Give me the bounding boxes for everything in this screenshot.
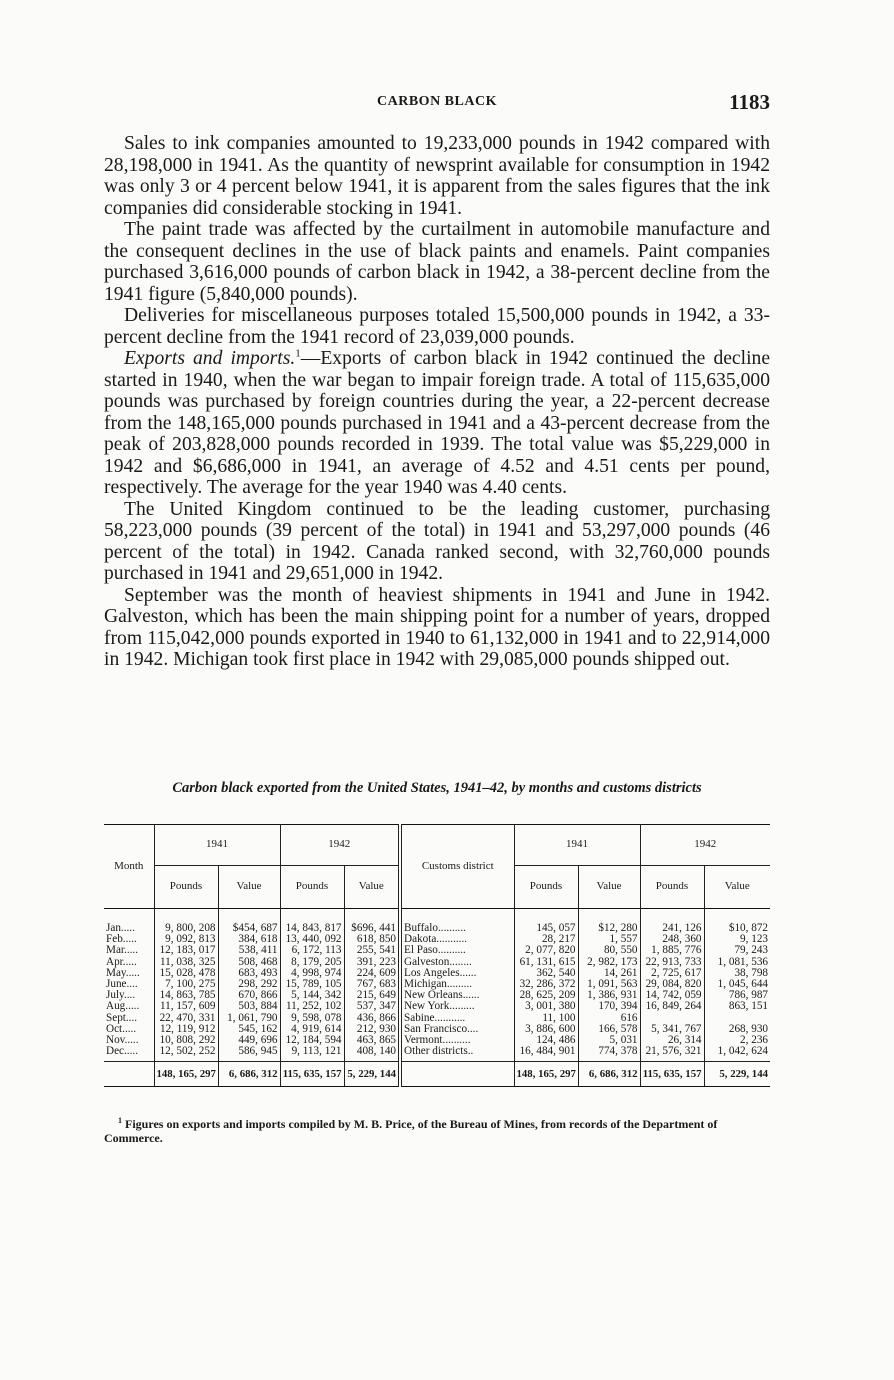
value-cell: 863, 151: [704, 1001, 770, 1012]
value-cell: 298, 292: [218, 979, 280, 990]
value-cell: 616: [578, 1013, 640, 1024]
value-cell: 545, 162: [218, 1024, 280, 1035]
value-cell: 508, 468: [218, 957, 280, 968]
paragraph-customers: The United Kingdom continued to be the leading customer, purchasing 58,223,000 pounds (39 percent of the total) in 1941 and 53,297,000 pounds (46 percent of the total) in 1942. Canada ranked second, with 32,760,000 pounds purchased in 1941 and 29,651,000 in 1942.: [104, 498, 770, 584]
exports-text: —Exports of carbon black in 1942 continued the decline started in 1940, when the war began to impair foreign trade. A total of 115,635,000 pounds was purchased by foreign countries during the year, a 22-percent decrease from the 148,165,000 pounds purchased in 1941 and a 43-percent decrease from the peak of 203,828,000 pounds recorded in 1939. The total value was $5,229,000 in 1942 and $6,686,000 in 1941, an average of 4.52 and 4.51 cents per pound, respectively. The average for the year 1940 was 4.40 cents.: [104, 348, 771, 498]
value-cell: 767, 683: [344, 979, 400, 990]
pounds-cell: 6, 172, 113: [280, 945, 344, 956]
table-row: [104, 979, 770, 990]
total-label-cell: [400, 1062, 514, 1087]
value-cell: 5, 031: [578, 1035, 640, 1046]
pounds-cell: 61, 131, 615: [514, 957, 578, 968]
pounds-cell: 8, 179, 205: [280, 957, 344, 968]
value-cell: 255, 541: [344, 945, 400, 956]
pounds-cell: 22, 470, 331: [154, 1013, 218, 1024]
district-cell: San Francisco....: [400, 1024, 514, 1035]
value-header: Value: [704, 866, 770, 909]
value-cell: 1, 042, 624: [704, 1046, 770, 1062]
pounds-cell: 28, 625, 209: [514, 990, 578, 1001]
value-cell: 215, 649: [344, 990, 400, 1001]
value-cell: [704, 1013, 770, 1024]
district-cell: New Orleans......: [400, 990, 514, 1001]
district-cell: Sabine...........: [400, 1013, 514, 1024]
pounds-cell: 16, 484, 901: [514, 1046, 578, 1062]
table-row: [104, 909, 770, 935]
pounds-cell: 241, 126: [640, 909, 704, 935]
footnote: [104, 1118, 770, 1145]
district-cell: El Paso..........: [400, 945, 514, 956]
pounds-cell: 5, 144, 342: [280, 990, 344, 1001]
paragraph-exports: [104, 348, 770, 499]
pounds-cell: 3, 001, 380: [514, 1001, 578, 1012]
value-cell: 2, 982, 173: [578, 957, 640, 968]
exports-table: [104, 824, 770, 1087]
value-cell: 436, 866: [344, 1013, 400, 1024]
pounds-cell: 11, 157, 609: [154, 1001, 218, 1012]
pounds-cell: 12, 502, 252: [154, 1046, 218, 1062]
value-cell: 212, 930: [344, 1024, 400, 1035]
pounds-cell: 14, 863, 785: [154, 990, 218, 1001]
month-cell: May.....: [106, 967, 140, 979]
total-label-cell: [104, 1062, 154, 1087]
month-cell: Apr.....: [106, 956, 137, 968]
paragraph-miscellaneous: Deliveries for miscellaneous purposes totaled 15,500,000 pounds in 1942, a 33-percent decline from the 1941 record of 23,039,000 pounds.: [104, 305, 770, 348]
value-cell: $454, 687: [218, 909, 280, 935]
total-row: [104, 1062, 770, 1087]
month-cell: Aug.....: [106, 1001, 140, 1013]
pounds-cell: 29, 084, 820: [640, 979, 704, 990]
pounds-cell: 2, 077, 820: [514, 945, 578, 956]
value-cell: 1, 557: [578, 934, 640, 945]
district-cell: Buffalo..........: [400, 909, 514, 935]
total-cell: 6, 686, 312: [578, 1062, 640, 1087]
district-1942-header: 1942: [640, 825, 770, 866]
total-cell: 148, 165, 297: [514, 1062, 578, 1087]
total-cell: 148, 165, 297: [154, 1062, 218, 1087]
exports-table-wrapper: [104, 824, 770, 1087]
pounds-cell: 2, 725, 617: [640, 968, 704, 979]
value-cell: 2, 236: [704, 1035, 770, 1046]
table-row: [104, 945, 770, 956]
total-cell: 6, 686, 312: [218, 1062, 280, 1087]
running-head: [104, 90, 770, 116]
paragraph-paint-trade: The paint trade was affected by the curtailment in automobile manufacture and the consequent declines in the use of black paints and enamels. Paint companies purchased 3,616,000 pounds of carbon black in 1942, a 38-percent decline from the 1941 figure (5,840,000 pounds).: [104, 219, 770, 305]
value-cell: 166, 578: [578, 1024, 640, 1035]
total-cell: 5, 229, 144: [344, 1062, 400, 1087]
paragraph-ink-sales: Sales to ink companies amounted to 19,233,000 pounds in 1942 compared with 28,198,000 in 1941. As the quantity of newsprint available for consumption in 1942 was only 3 or 4 percent below 1941, it is apparent from the sales figures that the ink companies did considerable stocking in 1941.: [104, 133, 770, 219]
pounds-cell: 9, 800, 208: [154, 909, 218, 935]
district-cell: Galveston........: [400, 957, 514, 968]
pounds-header: Pounds: [640, 866, 704, 909]
district-cell: Dakota...........: [400, 934, 514, 945]
value-header: Value: [344, 866, 400, 909]
value-cell: 463, 865: [344, 1035, 400, 1046]
value-cell: 1, 045, 644: [704, 979, 770, 990]
value-cell: $696, 441: [344, 909, 400, 935]
pounds-cell: 9, 092, 813: [154, 934, 218, 945]
value-cell: 670, 866: [218, 990, 280, 1001]
body-text: [104, 133, 770, 671]
table-header: [104, 825, 770, 909]
value-cell: 79, 243: [704, 945, 770, 956]
pounds-cell: 16, 849, 264: [640, 1001, 704, 1012]
value-cell: 391, 223: [344, 957, 400, 968]
pounds-cell: 14, 742, 059: [640, 990, 704, 1001]
pounds-cell: 15, 028, 478: [154, 968, 218, 979]
table-caption: Carbon black exported from the United States, 1941–42, by months and customs districts: [172, 780, 702, 796]
value-cell: 449, 696: [218, 1035, 280, 1046]
pounds-header: Pounds: [514, 866, 578, 909]
month-cell: June....: [106, 979, 138, 991]
value-cell: 618, 850: [344, 934, 400, 945]
value-cell: 1, 386, 931: [578, 990, 640, 1001]
pounds-cell: 12, 183, 017: [154, 945, 218, 956]
table-row: [104, 1001, 770, 1012]
pounds-cell: 1, 885, 776: [640, 945, 704, 956]
month-cell: Jan.....: [106, 922, 135, 934]
footnote-marker: 1: [118, 1116, 122, 1125]
pounds-cell: 248, 360: [640, 934, 704, 945]
month-cell: Feb.....: [106, 934, 137, 946]
page-number: 1183: [729, 90, 770, 114]
value-header: Value: [218, 866, 280, 909]
value-cell: 408, 140: [344, 1046, 400, 1062]
month-cell: Dec.....: [106, 1046, 138, 1058]
value-cell: 268, 930: [704, 1024, 770, 1035]
table-row: [104, 1013, 770, 1024]
value-cell: 586, 945: [218, 1046, 280, 1062]
footnote-ref: 1: [295, 347, 301, 360]
pounds-cell: 22, 913, 733: [640, 957, 704, 968]
pounds-cell: [640, 1013, 704, 1024]
value-cell: 503, 884: [218, 1001, 280, 1012]
table-body: [104, 909, 770, 1062]
value-cell: 80, 550: [578, 945, 640, 956]
pounds-cell: 124, 486: [514, 1035, 578, 1046]
pounds-cell: 10, 808, 292: [154, 1035, 218, 1046]
pounds-cell: 15, 789, 105: [280, 979, 344, 990]
value-cell: 774, 378: [578, 1046, 640, 1062]
value-header: Value: [578, 866, 640, 909]
table-row: [104, 1046, 770, 1062]
pounds-cell: 145, 057: [514, 909, 578, 935]
pounds-cell: 14, 843, 817: [280, 909, 344, 935]
pounds-cell: 11, 038, 325: [154, 957, 218, 968]
table-row: [104, 957, 770, 968]
value-cell: 9, 123: [704, 934, 770, 945]
pounds-cell: 3, 886, 600: [514, 1024, 578, 1035]
district-cell: Michigan.........: [400, 979, 514, 990]
pounds-cell: 4, 998, 974: [280, 968, 344, 979]
pounds-header: Pounds: [154, 866, 218, 909]
pounds-cell: 4, 919, 614: [280, 1024, 344, 1035]
pounds-cell: 7, 100, 275: [154, 979, 218, 990]
pounds-cell: 21, 576, 321: [640, 1046, 704, 1062]
month-cell: Mar.....: [106, 945, 139, 957]
value-cell: 224, 609: [344, 968, 400, 979]
district-cell: Other districts..: [400, 1046, 514, 1062]
paragraph-shipments: September was the month of heaviest shipments in 1941 and June in 1942. Galveston, which has been the main shipping point for a number of years, dropped from 115,042,000 pounds exported in 1940 to 61,132,000 in 1941 and to 22,914,000 in 1942. Michigan took first place in 1942 with 29,085,000 pounds shipped out.: [104, 584, 770, 670]
district-cell: Vermont..........: [400, 1035, 514, 1046]
district-1941-header: 1941: [514, 825, 640, 866]
pounds-cell: 5, 341, 767: [640, 1024, 704, 1035]
pounds-cell: 13, 440, 092: [280, 934, 344, 945]
total-cell: 115, 635, 157: [640, 1062, 704, 1087]
pounds-cell: 9, 113, 121: [280, 1046, 344, 1062]
pounds-cell: 26, 314: [640, 1035, 704, 1046]
pounds-cell: 9, 598, 078: [280, 1013, 344, 1024]
table-row: [104, 934, 770, 945]
value-cell: 786, 987: [704, 990, 770, 1001]
table-row: [104, 1024, 770, 1035]
district-cell: New York.........: [400, 1001, 514, 1012]
value-cell: 537, 347: [344, 1001, 400, 1012]
month-cell: Oct.....: [106, 1023, 137, 1035]
value-cell: 1, 081, 536: [704, 957, 770, 968]
month-cell: July....: [106, 990, 136, 1002]
footnote-text: Figures on exports and imports compiled by M. B. Price, of the Bureau of Mines, from records of the Department of Commerce.: [104, 1117, 718, 1145]
pounds-cell: 12, 119, 912: [154, 1024, 218, 1035]
value-cell: 538, 411: [218, 945, 280, 956]
table-row: [104, 968, 770, 979]
value-cell: 170, 394: [578, 1001, 640, 1012]
value-cell: 38, 798: [704, 968, 770, 979]
value-cell: 1, 061, 790: [218, 1013, 280, 1024]
value-cell: 14, 261: [578, 968, 640, 979]
month-cell: Sept....: [106, 1012, 138, 1024]
pounds-cell: 362, 540: [514, 968, 578, 979]
month-cell: Nov.....: [106, 1035, 139, 1047]
pounds-cell: 32, 286, 372: [514, 979, 578, 990]
table-row: [104, 990, 770, 1001]
district-column-header: Customs district: [400, 825, 514, 909]
value-cell: 1, 091, 563: [578, 979, 640, 990]
table-row: [104, 1035, 770, 1046]
total-cell: 5, 229, 144: [704, 1062, 770, 1087]
running-title: CARBON BLACK: [377, 94, 497, 109]
month-1942-header: 1942: [280, 825, 400, 866]
pounds-cell: 12, 184, 594: [280, 1035, 344, 1046]
month-1941-header: 1941: [154, 825, 280, 866]
district-cell: Los Angeles......: [400, 968, 514, 979]
table-totals: [104, 1062, 770, 1087]
value-cell: $10, 872: [704, 909, 770, 935]
value-cell: 683, 493: [218, 968, 280, 979]
exports-heading: Exports and imports.: [124, 348, 296, 369]
month-column-header: Month: [114, 859, 144, 872]
pounds-cell: 28, 217: [514, 934, 578, 945]
pounds-cell: 11, 252, 102: [280, 1001, 344, 1012]
pounds-cell: 11, 100: [514, 1013, 578, 1024]
value-cell: 384, 618: [218, 934, 280, 945]
pounds-header: Pounds: [280, 866, 344, 909]
value-cell: $12, 280: [578, 909, 640, 935]
total-cell: 115, 635, 157: [280, 1062, 344, 1087]
